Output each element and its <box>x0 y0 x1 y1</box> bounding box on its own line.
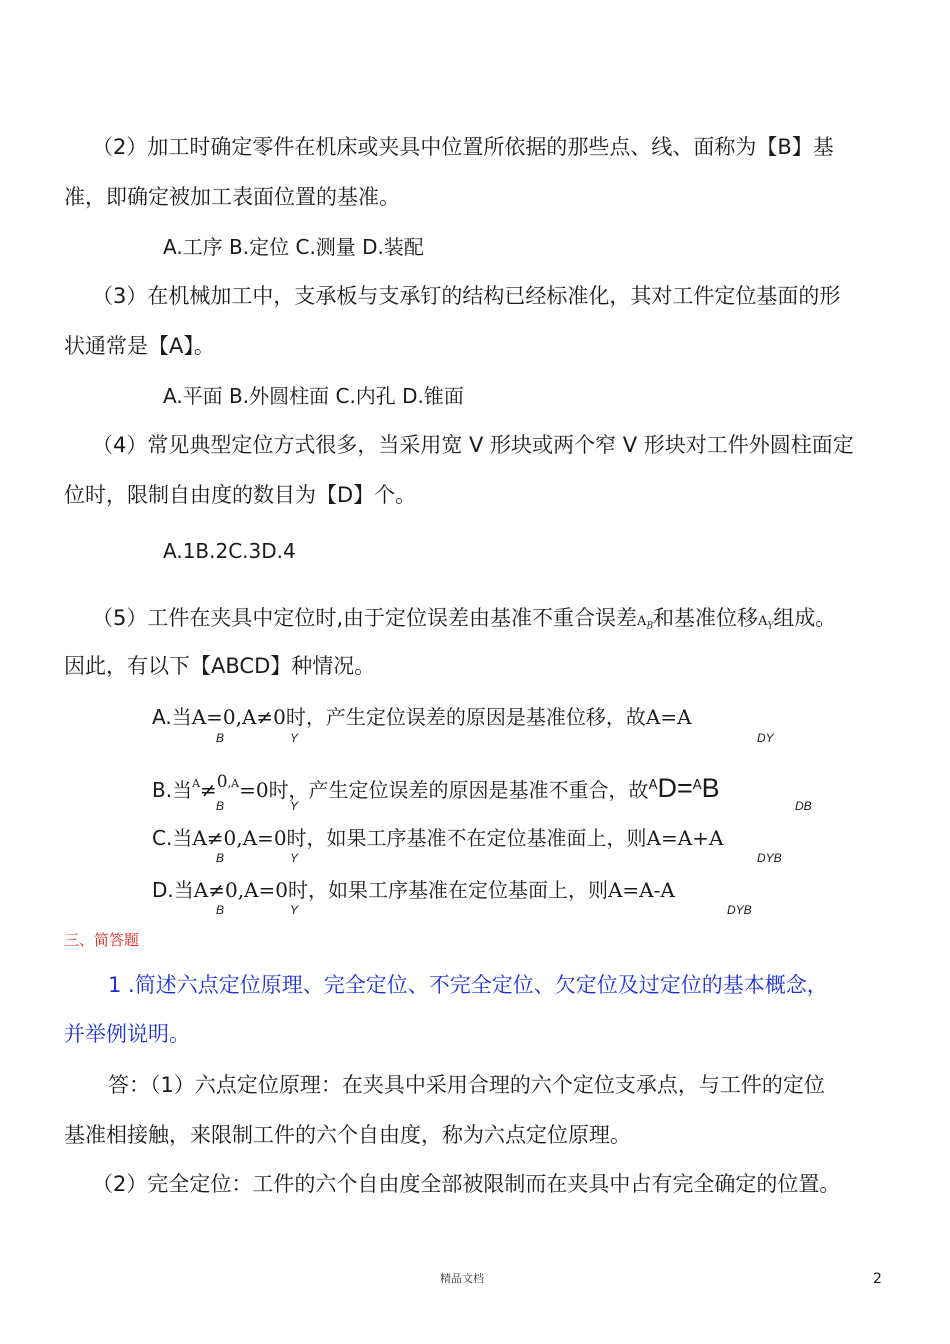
q3-line1: （3）在机械加工中，支承板与支承钉的结构已经标准化，其对工件定位基面的形 <box>92 284 841 308</box>
answer-1-line1: 答：（1）六点定位原理：在夹具中采用合理的六个定位支承点，与工件的定位 <box>108 1073 825 1097</box>
q5-option-d-prefix: D.当 <box>152 878 194 902</box>
q5-option-b-sym1: A <box>192 777 201 790</box>
short-question-1-line2: 并举例说明。 <box>64 1022 190 1046</box>
q5-option-d-sub-b: B <box>216 903 225 917</box>
q5-option-c-formula: A≠0,A=0 <box>192 826 287 850</box>
q5-option-a <box>152 703 692 731</box>
q5-option-c-prefix: C.当 <box>152 826 193 850</box>
q5-option-b-res-sup1: A <box>648 778 658 793</box>
q5-option-c-sub-dyb: DYB <box>757 851 782 865</box>
page-number: 2 <box>873 1271 882 1287</box>
q5-option-b-sym2: A <box>231 777 240 790</box>
q5-option-b <box>152 768 720 804</box>
q5-option-a-prefix: A.当 <box>152 705 192 729</box>
q5-option-a-sub-y: Y <box>290 731 299 745</box>
q5-option-c-text: 时，如果工序基准不在定位基准面上，则 <box>286 826 647 850</box>
q5-line1-text-b: 和基准位移 <box>653 606 759 630</box>
q5-option-a-sub-b: B <box>216 731 225 745</box>
q5-option-d-text: 时，如果工序基准在定位基面上，则 <box>287 878 608 902</box>
q5-option-b-res-main: D= <box>657 773 693 803</box>
q5-option-d-result: A=A-A <box>607 878 675 902</box>
q5-option-c-sub-y: Y <box>290 851 299 865</box>
q5-option-b-sub-y: Y <box>290 799 299 813</box>
q5-option-b-neq: ≠ <box>200 778 217 802</box>
q4-line2: 位时，限制自由度的数目为【D】个。 <box>64 483 417 507</box>
q2-line2: 准，即确定被加工表面位置的基准。 <box>64 185 400 209</box>
q2-line1: （2）加工时确定零件在机床或夹具中位置所依据的那些点、线、面称为【B】基 <box>92 135 834 159</box>
q3-options: A.平面 B.外圆柱面 C.内孔 D.锥面 <box>163 384 464 408</box>
q5-option-b-res-b: B <box>701 773 720 803</box>
q5-line1-text-a: （5）工件在夹具中定位时,由于定位误差由基准不重合误差 <box>92 606 638 630</box>
q5-line1 <box>92 604 836 641</box>
q5-option-a-formula: A=0,A≠0 <box>191 705 286 729</box>
answer-2: （2）完全定位：工件的六个自由度全部被限制而在夹具中占有完全确定的位置。 <box>92 1172 841 1196</box>
q5-option-c-sub-b: B <box>216 851 225 865</box>
q5-option-b-zero: 0 <box>216 772 228 792</box>
q5-option-a-result: A=A <box>645 705 692 729</box>
q5-option-c <box>152 824 723 852</box>
q5-option-b-sub-b: B <box>216 799 225 813</box>
section-heading: 三、简答题 <box>64 931 140 949</box>
footer-label: 精品文档 <box>440 1272 484 1285</box>
q5-option-b-prefix: B.当 <box>152 778 193 802</box>
q5-option-d-sub-y: Y <box>290 903 299 917</box>
q5-option-d <box>152 876 675 904</box>
short-question-1-line1: 1 .简述六点定位原理、完全定位、不完全定位、欠定位及过定位的基本概念， <box>108 973 828 997</box>
q4-line1: （4）常见典型定位方式很多，当采用宽 V 形块或两个窄 V 形块对工件外圆柱面定 <box>92 433 854 457</box>
q5-option-a-sub-dy: DY <box>757 731 774 745</box>
q5-option-b-sub-db: DB <box>795 799 812 813</box>
answer-1-line2: 基准相接触，来限制工件的六个自由度，称为六点定位原理。 <box>64 1123 631 1147</box>
q5-option-b-res-sup2: A <box>692 778 702 793</box>
q5-option-c-result: A=A+A <box>646 826 724 850</box>
q2-options: A.工序 B.定位 C.测量 D.装配 <box>163 235 424 259</box>
q5-line2: 因此，有以下【ABCD】种情况。 <box>64 654 376 678</box>
q5-option-d-formula: A≠0,A=0 <box>193 878 288 902</box>
q5-option-d-sub-dyb: DYB <box>727 903 752 917</box>
q5-symbol-y: $A_Y$ <box>758 614 774 632</box>
q5-option-b-eq0: =0 <box>239 778 269 802</box>
q5-line1-text-c: 组成。 <box>773 606 837 630</box>
q5-option-a-text: 时，产生定位误差的原因是基准位移，故 <box>285 705 646 729</box>
q4-options: A.1B.2C.3D.4 <box>163 539 296 563</box>
q3-line2: 状通常是【A】。 <box>64 334 215 358</box>
q5-option-b-text: 时，产生定位误差的原因是基准不重合，故 <box>268 778 649 802</box>
q5-option-b-comma: , <box>227 777 232 790</box>
q5-symbol-b: $A_B$ <box>637 614 654 632</box>
